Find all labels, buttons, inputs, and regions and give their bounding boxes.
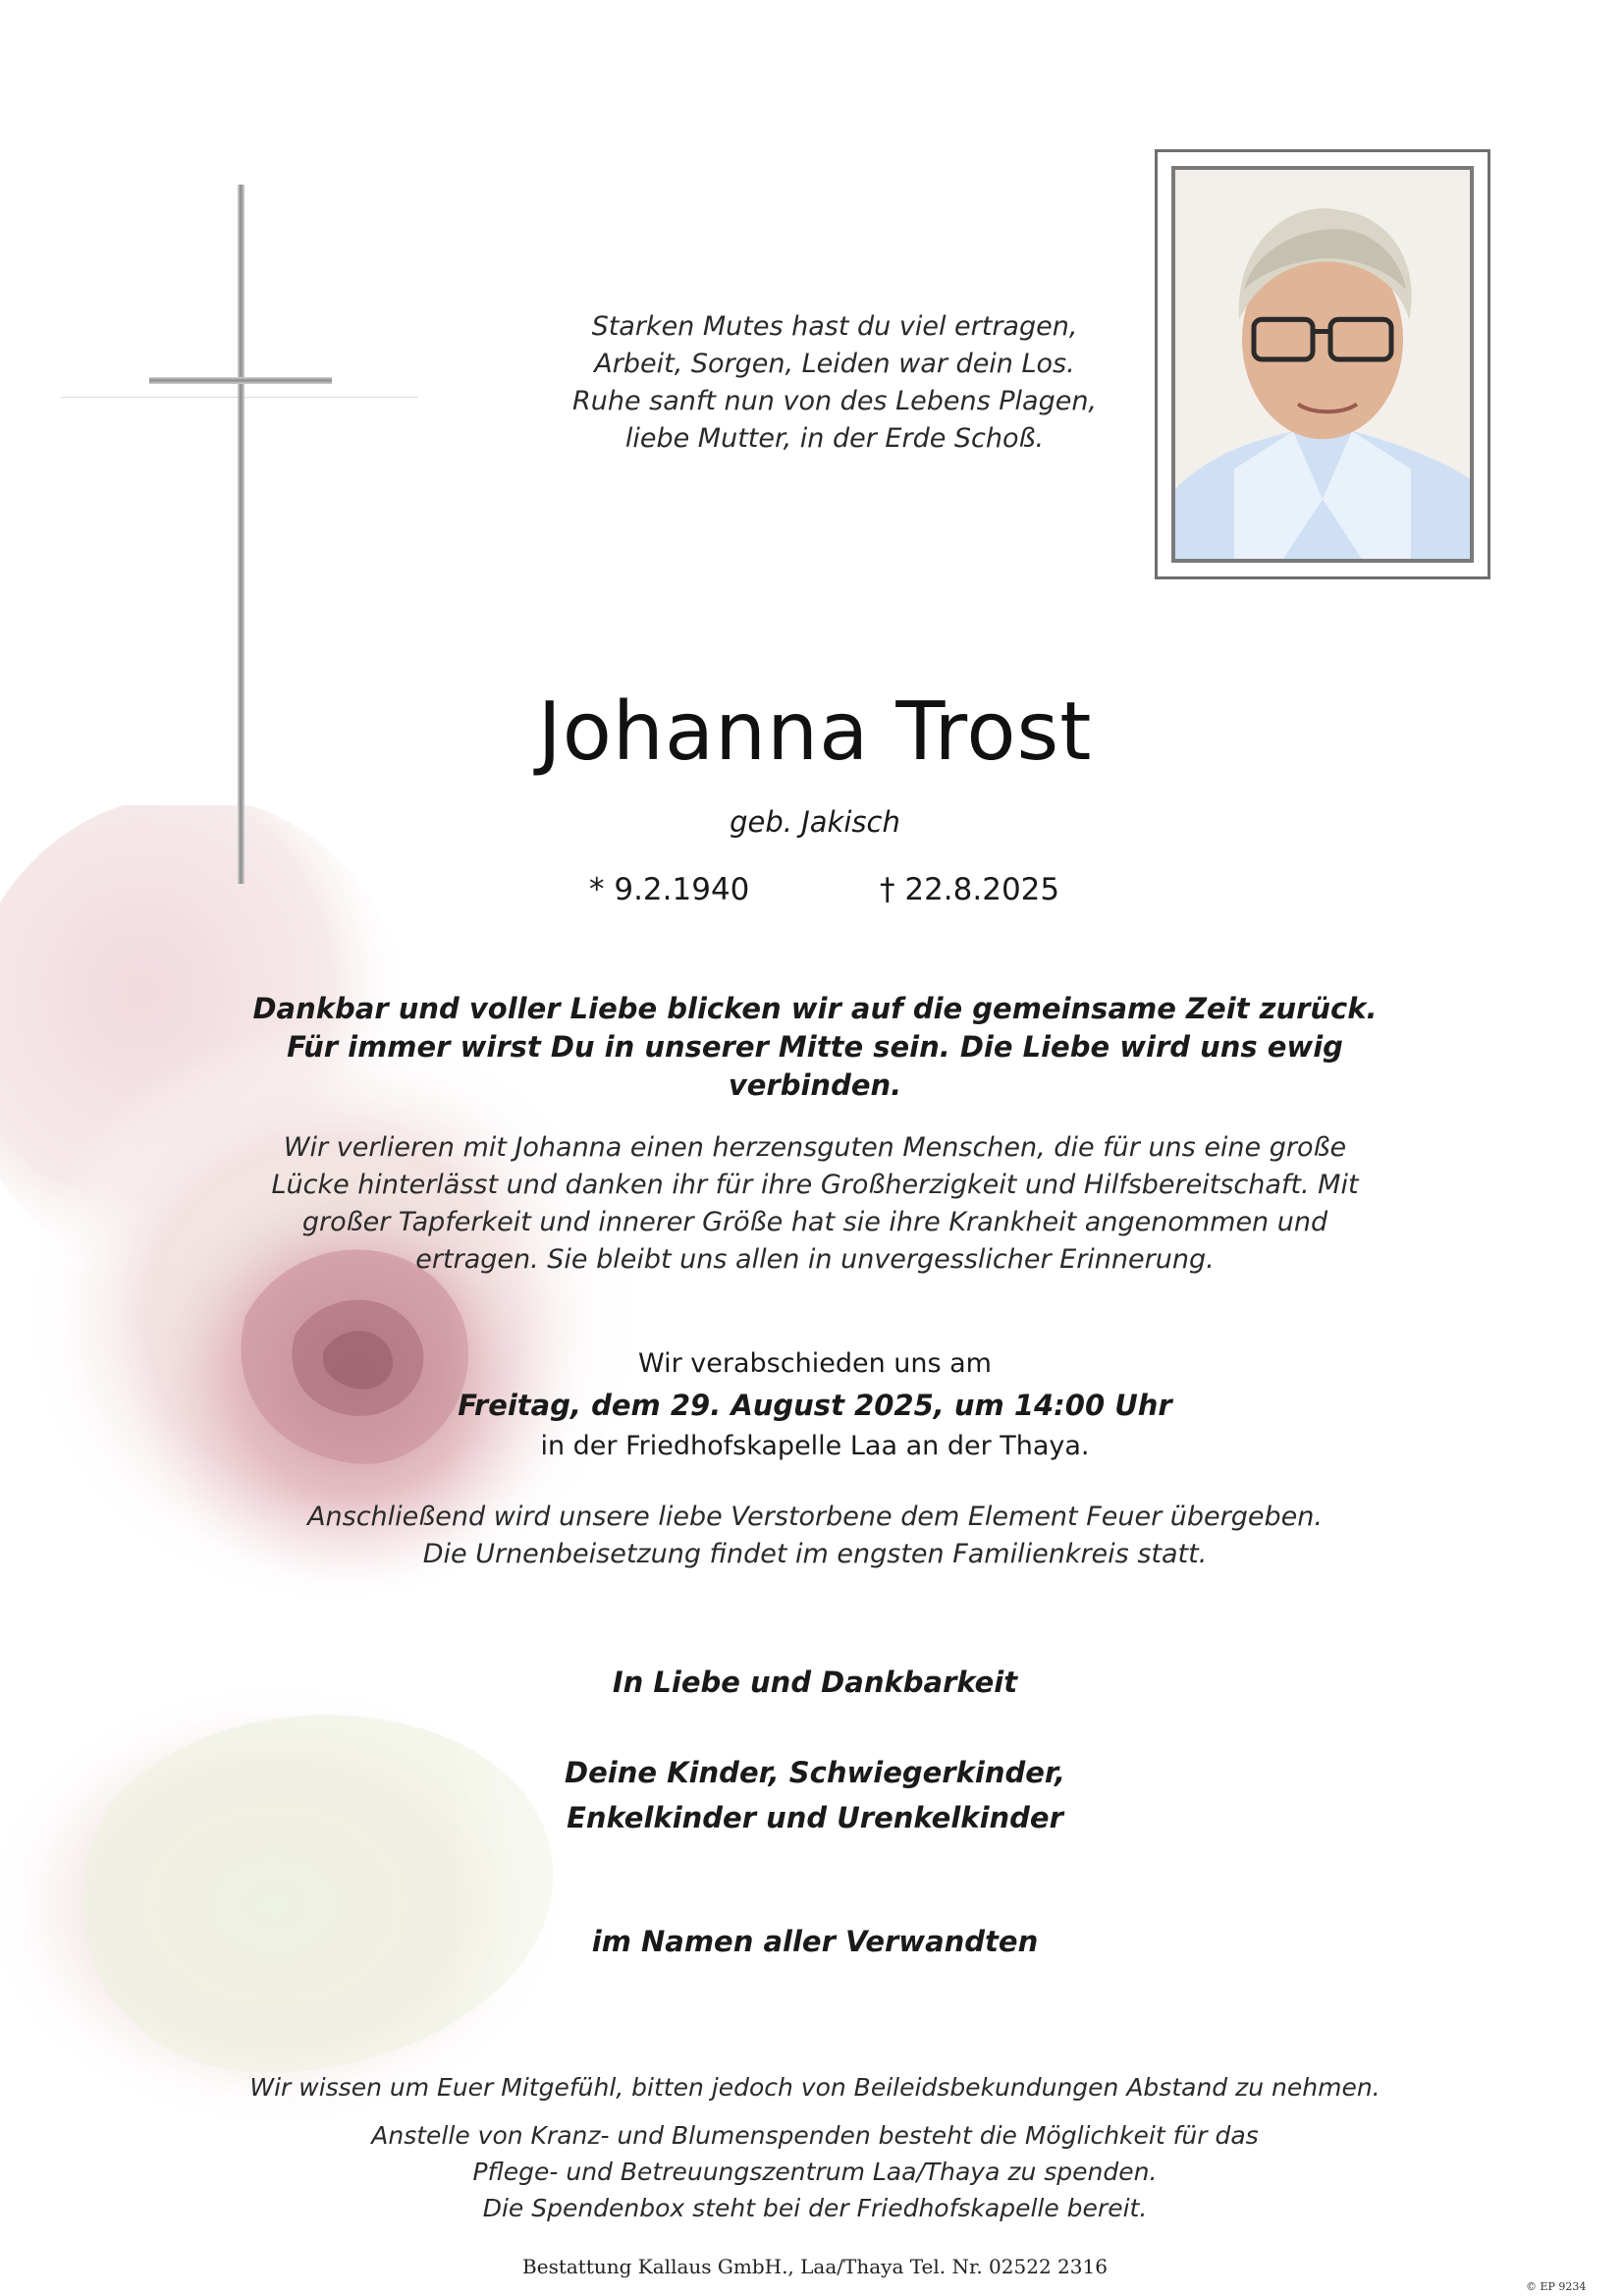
paragraph-line: großer Tapferkeit und innerer Größe hat sie ihre Krankheit angenommen und — [301, 1207, 1328, 1237]
cremation-line: Die Urnenbeisetzung findet im engsten Familienkreis statt. — [422, 1539, 1208, 1569]
farewell-datetime: Freitag, dem 29. August 2025, um 14:00 Uhr — [458, 1389, 1172, 1422]
signature-relatives: im Namen aller Verwandten — [591, 1925, 1039, 1958]
intro-line: Für immer wirst Du in unserer Mitte sein. Die Liebe wird uns ewig verbinden. — [287, 1030, 1343, 1102]
donation-line: Die Spendenbox steht bei der Friedhofskapelle bereit. — [482, 2194, 1148, 2222]
deceased-name: Johanna Trost — [537, 685, 1093, 779]
paragraph-line: Wir verlieren mit Johanna einen herzensguten Menschen, die für uns eine große — [283, 1132, 1347, 1163]
poem — [461, 308, 1208, 458]
farewell-intro: Wir verabschieden uns am — [638, 1348, 992, 1379]
cremation-line: Anschließend wird unsere liebe Verstorbene dem Element Feuer übergeben. — [307, 1502, 1323, 1532]
intro-text — [245, 990, 1384, 1105]
intro-line: Dankbar und voller Liebe blicken wir auf die gemeinsame Zeit zurück. — [252, 992, 1378, 1025]
cross-icon — [238, 185, 244, 884]
birth-name: geb. Jakisch — [730, 805, 900, 839]
document-code: © EP 9234 — [1526, 2280, 1587, 2293]
condolence-note: Wir wissen um Euer Mitgefühl, bitten jedoch von Beileidsbekundungen Abstand zu nehmen. — [249, 2073, 1380, 2102]
portrait-photo — [1171, 166, 1474, 563]
cremation-text — [255, 1499, 1375, 1573]
paragraph-line: ertragen. Sie bleibt uns allen in unvergesslicher Erinnerung. — [415, 1244, 1215, 1275]
farewell-block — [393, 1343, 1237, 1467]
death-date: † 22.8.2025 — [880, 872, 1060, 907]
donation-note — [255, 2117, 1375, 2226]
family-line: Enkelkinder und Urenkelkinder — [567, 1801, 1063, 1834]
paragraph-line: Lücke hinterlässt und danken ihr für ihre Großherzigkeit und Hilfsbereitschaft. Mit — [271, 1170, 1359, 1200]
poem-line: liebe Mutter, in der Erde Schoß. — [624, 423, 1045, 454]
funeral-company: Bestattung Kallaus GmbH., Laa/Thaya Tel. Nr. 02522 2316 — [522, 2255, 1108, 2278]
signature-family — [393, 1750, 1237, 1840]
family-line: Deine Kinder, Schwiegerkinder, — [565, 1756, 1065, 1789]
farewell-place: in der Friedhofskapelle Laa an der Thaya. — [540, 1431, 1090, 1461]
poem-line: Starken Mutes hast du viel ertragen, — [591, 311, 1078, 342]
poem-line: Arbeit, Sorgen, Leiden war dein Los. — [594, 349, 1075, 379]
signature-closing: In Liebe und Dankbarkeit — [612, 1666, 1018, 1699]
donation-line: Pflege- und Betreuungszentrum Laa/Thaya zu spenden. — [472, 2158, 1158, 2186]
cross-bar — [149, 377, 332, 384]
donation-line: Anstelle von Kranz- und Blumenspenden besteht die Möglichkeit für das — [371, 2121, 1259, 2150]
poem-line: Ruhe sanft nun von des Lebens Plagen, — [571, 386, 1098, 416]
birth-date: * 9.2.1940 — [589, 872, 750, 907]
tribute-paragraph — [265, 1129, 1365, 1279]
